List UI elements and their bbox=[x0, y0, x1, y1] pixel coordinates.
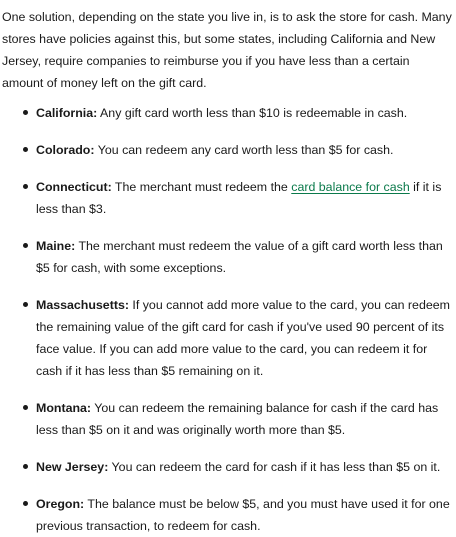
state-rule-text: if it is less than $3. bbox=[36, 180, 442, 216]
bullet-icon bbox=[23, 464, 28, 469]
list-item-maine bbox=[2, 235, 452, 279]
bullet-icon bbox=[23, 501, 28, 506]
list-item-new-jersey bbox=[2, 456, 452, 478]
state-rule-text: You can redeem the card for cash if it has less than $5 on it. bbox=[108, 460, 441, 474]
state-rule-text: Any gift card worth less than $10 is redeemable in cash. bbox=[97, 106, 408, 120]
list-item-california bbox=[2, 102, 452, 124]
state-name: Montana: bbox=[36, 401, 92, 415]
state-rule-text: If you cannot add more value to the card, you can redeem the remaining value of the gift card for cash if you've used 90 percent of its face value. If you can add more value to the card, you can redeem it for cash if it has less than $5 remaining on it. bbox=[36, 298, 450, 378]
bullet-icon bbox=[23, 110, 28, 115]
state-rule-text: You can redeem any card worth less than $5 for cash. bbox=[94, 143, 394, 157]
list-item-massachusetts bbox=[2, 294, 452, 382]
bullet-icon bbox=[23, 405, 28, 410]
intro-paragraph: One solution, depending on the state you live in, is to ask the store for cash. Many stores have policies against this, but some states, including California and New Jersey, require companies to reimburse you if you have less than a certain amount of money left on the gift card. bbox=[2, 10, 452, 90]
card-balance-link[interactable]: card balance for cash bbox=[291, 180, 410, 194]
state-name: California: bbox=[36, 106, 98, 120]
state-rule-text: The merchant must redeem the bbox=[111, 180, 292, 194]
state-name: Connecticut: bbox=[36, 180, 112, 194]
state-rule-text: You can redeem the remaining balance for cash if the card has less than $5 on it and was originally worth more than $5. bbox=[36, 401, 439, 437]
list-item-colorado bbox=[2, 139, 452, 161]
state-rule-text: The balance must be below $5, and you must have used it for one previous transaction, to redeem for cash. bbox=[36, 497, 450, 533]
list-item-montana bbox=[2, 397, 452, 441]
state-rule-text: The merchant must redeem the value of a gift card worth less than $5 for cash, with some exceptions. bbox=[36, 239, 443, 275]
bullet-icon bbox=[23, 147, 28, 152]
bullet-icon bbox=[23, 184, 28, 189]
state-name: New Jersey: bbox=[36, 460, 109, 474]
list-item-connecticut bbox=[2, 176, 452, 220]
bullet-icon bbox=[23, 243, 28, 248]
bullet-icon bbox=[23, 302, 28, 307]
state-name: Maine: bbox=[36, 239, 76, 253]
state-list bbox=[2, 102, 452, 537]
state-name: Colorado: bbox=[36, 143, 95, 157]
state-name: Massachusetts: bbox=[36, 298, 129, 312]
state-name: Oregon: bbox=[36, 497, 85, 511]
